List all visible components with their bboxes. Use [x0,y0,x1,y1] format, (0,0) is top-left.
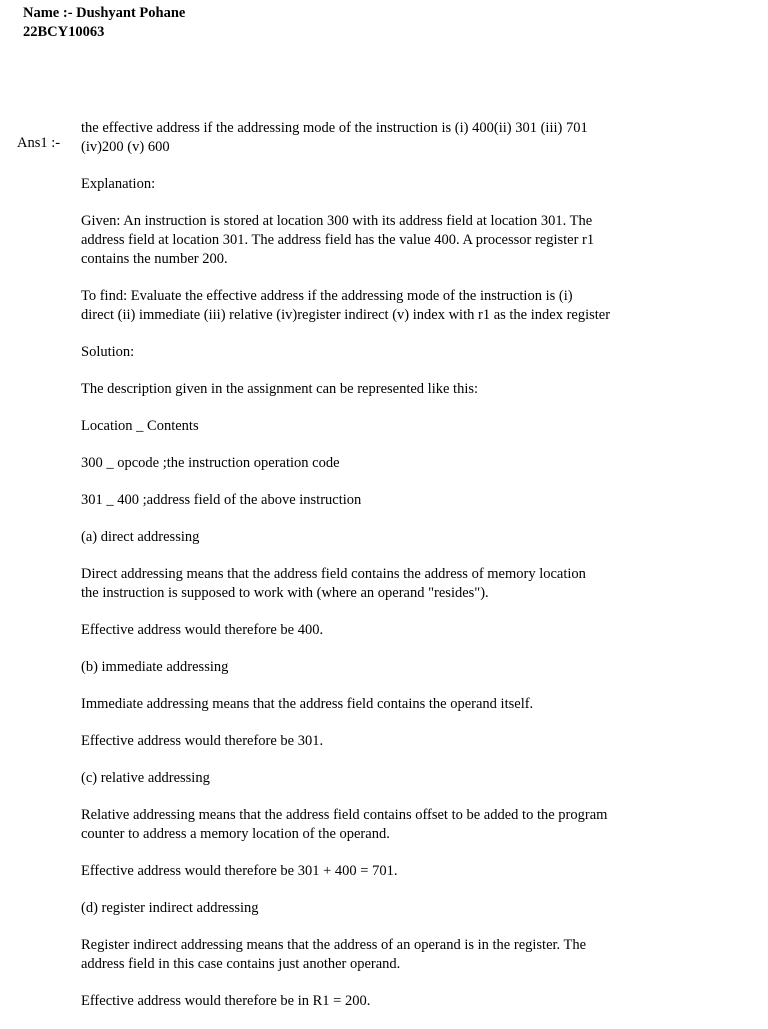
paragraph-line: 300 _ opcode ;the instruction operation code [81,455,340,471]
answer-paragraph [81,899,641,918]
paragraph-line: Relative addressing means that the address field contains offset to be added to the program [81,807,608,823]
paragraph-line: Given: An instruction is stored at location 300 with its address field at location 301. The [81,213,593,229]
paragraph-line: Register indirect addressing means that the address of an operand is in the register. The [81,937,587,953]
paragraph-line: contains the number 200. [81,251,228,267]
paragraph-line: Explanation: [81,176,156,192]
paragraph-line: counter to address a memory location of the operand. [81,826,390,842]
answer-paragraph [81,862,641,881]
answer-paragraph [81,769,641,788]
answer-paragraph [81,992,641,1011]
paragraph-line: (d) register indirect addressing [81,900,259,916]
student-name: Name :- Dushyant Pohane [23,5,186,21]
paragraph-line: Direct addressing means that the address field contains the address of memory location [81,566,586,582]
answer-paragraph [81,454,641,473]
answer-paragraph [81,380,641,399]
paragraph-line: the effective address if the addressing mode of the instruction is (i) 400(ii) 301 (iii) 701 [81,120,588,136]
paragraph-line: To find: Evaluate the effective address if the addressing mode of the instruction is (i) [81,288,573,304]
answer-body [81,119,641,1029]
answer-paragraph [81,936,641,974]
paragraph-line: address field at location 301. The address field has the value 400. A processor register r1 [81,232,595,248]
paragraph-line: Solution: [81,344,135,360]
paragraph-line: the instruction is supposed to work with (where an operand "resides"). [81,585,489,601]
paragraph-line: address field in this case contains just another operand. [81,956,401,972]
student-header [23,4,185,42]
paragraph-line: Effective address would therefore be 301 + 400 = 701. [81,863,398,879]
answer-label: Ans1 :- [17,135,61,151]
student-id: 22BCY10063 [23,24,105,40]
paragraph-line: The description given in the assignment can be represented like this: [81,381,479,397]
answer-paragraph [81,175,641,194]
answer-paragraph [81,658,641,677]
answer-paragraph [81,212,641,269]
paragraph-line: (c) relative addressing [81,770,210,786]
paragraph-line: (b) immediate addressing [81,659,229,675]
answer-paragraph [81,621,641,640]
answer-paragraph [81,119,641,157]
answer-paragraph [81,491,641,510]
paragraph-line: Effective address would therefore be 400. [81,622,324,638]
paragraph-line: Effective address would therefore be 301. [81,733,324,749]
answer-paragraph [81,565,641,603]
answer-paragraph [81,732,641,751]
answer-paragraph [81,528,641,547]
answer-paragraph [81,287,641,325]
paragraph-line: (a) direct addressing [81,529,200,545]
paragraph-line: 301 _ 400 ;address field of the above instruction [81,492,362,508]
answer-paragraph [81,343,641,362]
paragraph-line: Immediate addressing means that the address field contains the operand itself. [81,696,534,712]
paragraph-line: (iv)200 (v) 600 [81,139,170,155]
answer-paragraph [81,695,641,714]
paragraph-line: direct (ii) immediate (iii) relative (iv)register indirect (v) index with r1 as the index register [81,307,611,323]
paragraph-line: Location _ Contents [81,418,199,434]
paragraph-line: Effective address would therefore be in R1 = 200. [81,993,371,1009]
answer-paragraph [81,806,641,844]
answer-paragraph [81,417,641,436]
